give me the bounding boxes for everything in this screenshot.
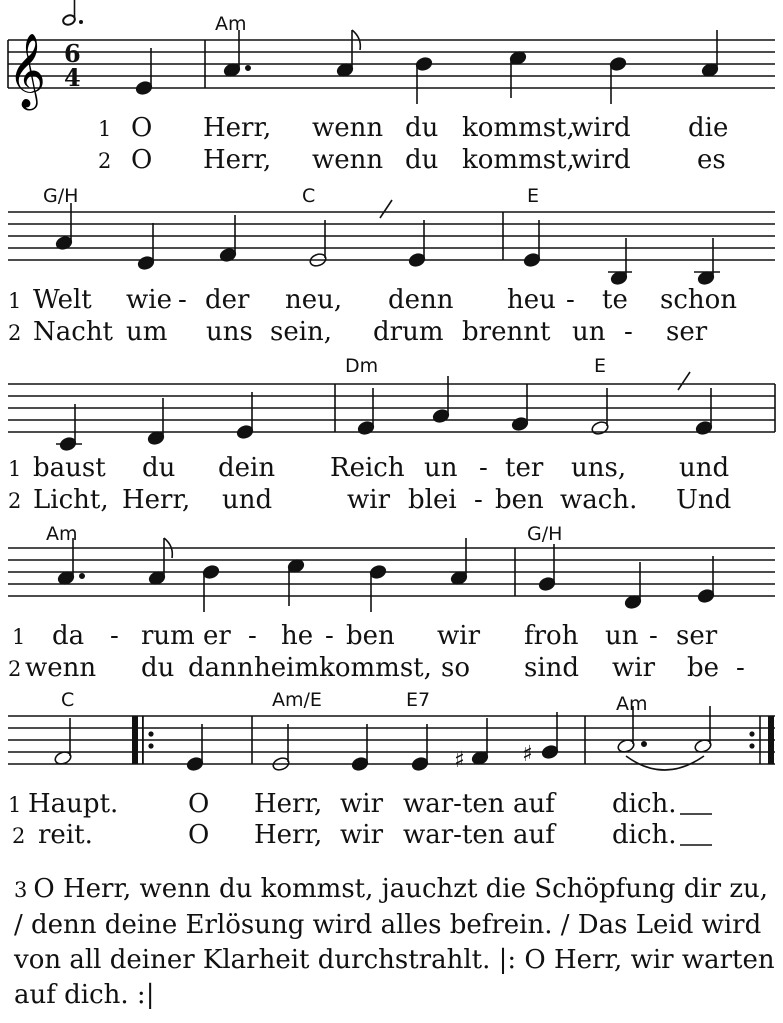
chord-symbol: G/H [527, 523, 563, 545]
lyric-syllable: kommst, [462, 145, 575, 175]
verse-number: 1 [8, 289, 22, 313]
chord-symbol: E7 [406, 689, 431, 711]
lyric-syllable: Welt [33, 285, 92, 315]
verse-3-body: O Herr, wenn du kommst, jauchzt die Schöpfung dir zu, / denn deine Erlösung wird alles befrein. / Das Leid wird von all deiner Klarheit durchstrahlt. |: O Herr, wir warten auf dich. :| [14, 874, 775, 1010]
lyric-syllable: Und [676, 485, 732, 515]
lyric-syllable: es [697, 145, 726, 175]
tie-arc [626, 756, 704, 770]
lyric-syllable: - [474, 485, 483, 515]
lyric-syllable: du [405, 145, 439, 175]
lyric-syllable: denn [388, 285, 454, 315]
chord-symbol: C [61, 689, 75, 711]
staff-system-4 [8, 523, 775, 683]
lyric-syllable: und [679, 453, 730, 483]
lyric-syllable: O [188, 789, 210, 819]
lyric-syllable: - [178, 285, 187, 315]
lyric-syllable: und [222, 485, 273, 515]
lyric-syllable: wir [437, 621, 480, 651]
lyric-syllable: Reich [330, 453, 405, 483]
lyric-syllable: - [479, 453, 488, 483]
lyric-syllable: auf [513, 789, 555, 819]
lyric-syllable: blei [408, 485, 457, 515]
lyric-syllable: - [110, 621, 119, 651]
lyric-syllable: Herr, [203, 145, 272, 175]
lyric-syllable: un [572, 317, 606, 347]
time-signature-top: 6 [64, 39, 81, 68]
chord-symbol: Dm [345, 355, 379, 377]
lyric-syllable: Nacht [33, 317, 114, 347]
lyric-syllable: Herr, [122, 485, 191, 515]
lyric-syllable: dich. [612, 789, 677, 819]
lyric-syllable: um [126, 317, 168, 347]
lyric-syllable: neu, [285, 285, 343, 315]
staff-system-1 [8, 0, 775, 175]
lyric-syllable: ser [666, 317, 708, 347]
verse-number: 2 [8, 657, 22, 681]
treble-clef: 𝄞 [8, 34, 46, 108]
chord-symbol: Am [46, 523, 78, 545]
verse-number: 1 [8, 457, 22, 481]
lyric-syllable: Licht, [33, 485, 109, 515]
verse-3-text [14, 872, 776, 1013]
staff-system-3 [8, 355, 775, 515]
lyric-syllable: war-ten [403, 820, 505, 850]
chord-symbol: G/H [43, 185, 79, 207]
lyric-syllable: wir [612, 653, 655, 683]
tempo-note-icon [62, 0, 83, 26]
lyric-syllable: dich. [612, 820, 677, 850]
lyric-syllable: kommst, [462, 113, 575, 143]
lyric-syllable: dann [188, 653, 254, 683]
lyric-syllable: da [52, 621, 85, 651]
lyric-syllable: heu [507, 285, 556, 315]
lyric-syllable: du [141, 653, 175, 683]
chord-symbol: Am/E [272, 689, 322, 711]
lyric-syllable: so [441, 653, 470, 683]
lyric-syllable: baust [33, 453, 106, 483]
lyric-syllable: - [566, 285, 575, 315]
lyric-syllable: froh [524, 621, 579, 651]
lyric-syllable: heimkommst, [254, 653, 432, 683]
lyric-syllable: Herr, [254, 820, 323, 850]
verse-number: 2 [12, 824, 26, 848]
sharp-accidental: ♯ [454, 748, 465, 773]
lyric-syllable: sein, [270, 317, 333, 347]
lyric-syllable: uns, [571, 453, 627, 483]
lyric-syllable: O [131, 113, 153, 143]
staff-system-5 [8, 689, 775, 850]
lyric-syllable: rum [141, 621, 195, 651]
lyric-syllable: brennt [462, 317, 551, 347]
lyric-syllable: wir [347, 485, 390, 515]
lyric-syllable: un [424, 453, 458, 483]
lyric-syllable: ter [505, 453, 544, 483]
lyric-syllable: - [649, 621, 658, 651]
lyric-syllable: drum [373, 317, 444, 347]
lyric-syllable: schon [660, 285, 738, 315]
verse-number: 1 [12, 625, 26, 649]
lyric-syllable: wach. [560, 485, 638, 515]
lyric-syllable: uns [206, 317, 253, 347]
lyric-syllable: reit. [38, 820, 93, 850]
lyric-syllable: - [325, 621, 334, 651]
lyric-syllable: ser [676, 621, 718, 651]
lyric-syllable: auf [513, 820, 555, 850]
lyric-syllable: O [131, 145, 153, 175]
lyric-syllable: ben [495, 485, 544, 515]
verse-number: 2 [8, 489, 22, 513]
lyric-syllable: - [736, 653, 745, 683]
chord-symbol: E [527, 185, 540, 207]
lyric-syllable: - [624, 317, 633, 347]
lyric-syllable: Herr, [203, 113, 272, 143]
lyric-syllable: der [205, 285, 250, 315]
lyric-syllable: wird [571, 113, 631, 143]
verse-3-number: 3 [14, 878, 28, 902]
lyric-syllable: wir [340, 789, 383, 819]
lyric-syllable: die [688, 113, 729, 143]
lyric-syllable: war-ten [403, 789, 505, 819]
lyric-syllable: O [188, 820, 210, 850]
lyric-syllable: un [605, 621, 639, 651]
chord-symbol: Am [616, 693, 648, 715]
lyric-syllable: du [405, 113, 439, 143]
chord-symbol: Am [215, 13, 247, 35]
lyric-syllable: - [248, 621, 257, 651]
lyric-syllable: wird [571, 145, 631, 175]
verse-number: 2 [98, 149, 112, 173]
lyric-syllable: Haupt. [28, 789, 119, 819]
lyric-syllable: du [142, 453, 176, 483]
lyric-syllable: er [203, 621, 231, 651]
time-signature-bottom: 4 [64, 63, 81, 92]
verse-number: 2 [8, 321, 22, 345]
lyric-syllable: be [687, 653, 720, 683]
lyric-syllable: wenn [312, 145, 384, 175]
chord-symbol: E [594, 355, 607, 377]
lyric-syllable: wie [126, 285, 172, 315]
sharp-accidental: ♯ [522, 742, 533, 767]
lyric-syllable: wenn [312, 113, 384, 143]
lyric-syllable: Herr, [254, 789, 323, 819]
lyric-syllable: wir [340, 820, 383, 850]
staff-system-2 [8, 185, 775, 347]
lyric-syllable: dein [218, 453, 276, 483]
chord-symbol: C [302, 185, 316, 207]
lyric-syllable: wenn [25, 653, 97, 683]
verse-number: 1 [8, 793, 22, 817]
lyric-syllable: he [281, 621, 314, 651]
lyric-syllable: ben [346, 621, 395, 651]
lyric-syllable: sind [524, 653, 580, 683]
lyric-syllable: te [602, 285, 628, 315]
verse-number: 1 [98, 117, 112, 141]
